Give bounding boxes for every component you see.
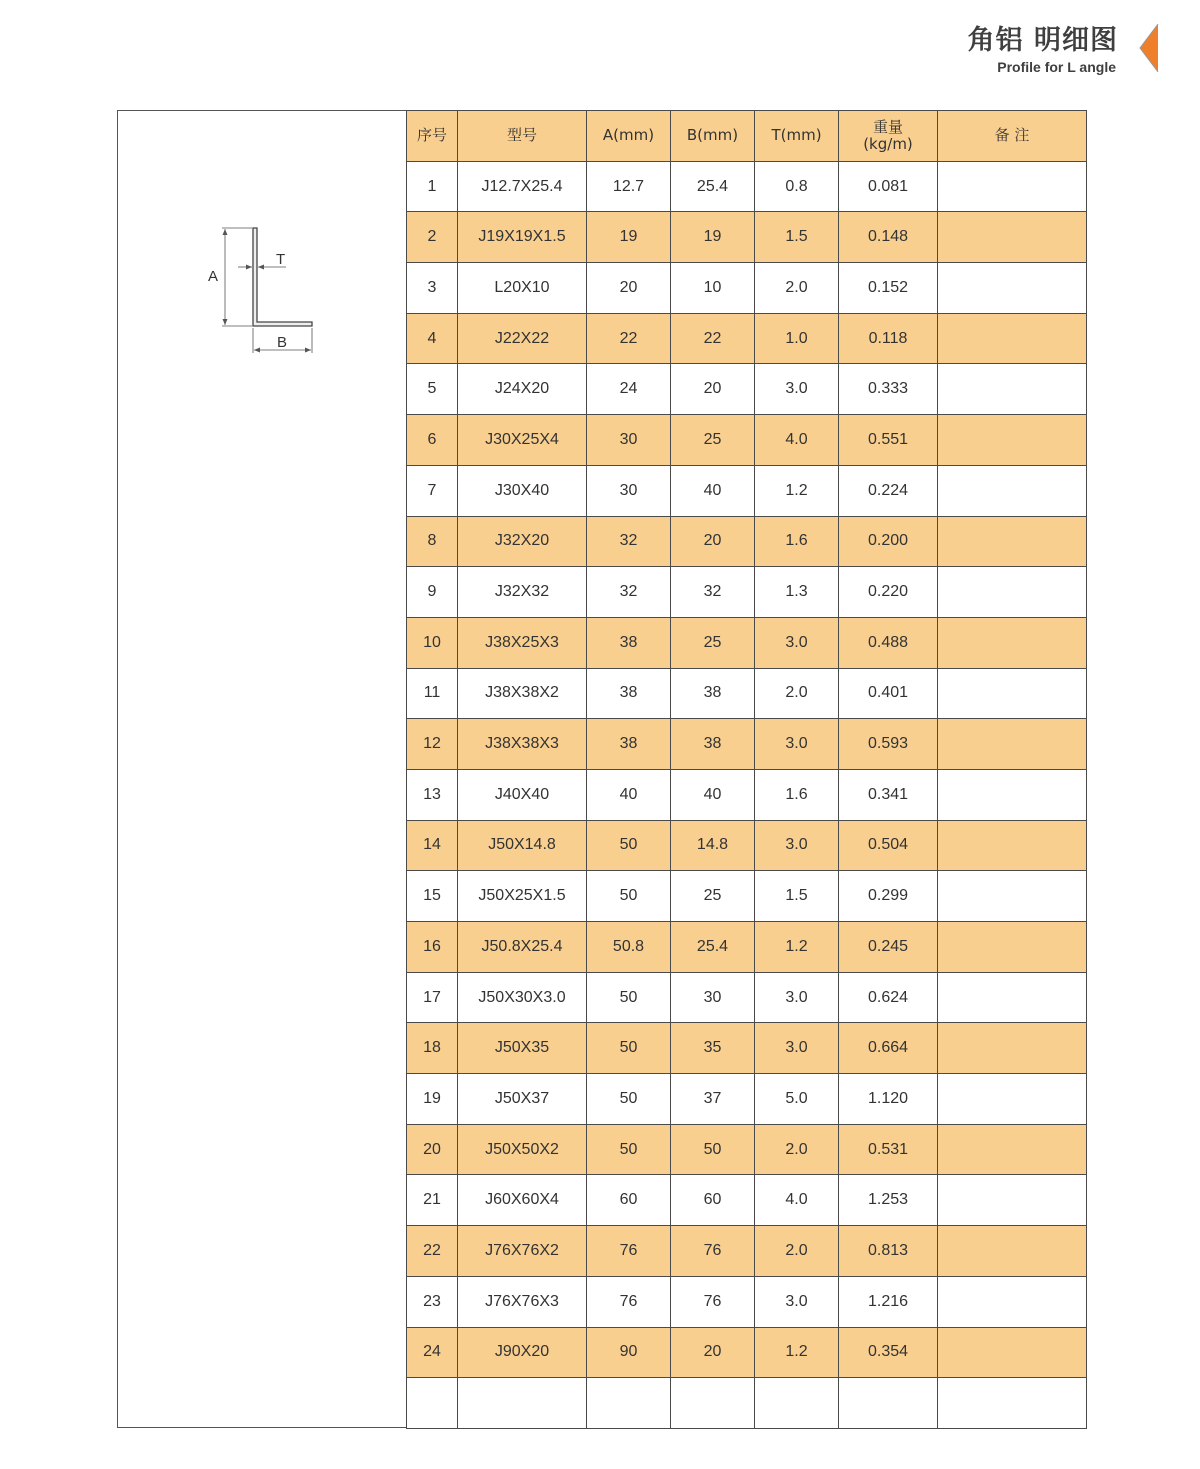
col-header-a: A(mm) [587,111,671,162]
cell-remarks [938,567,1087,618]
table-header-row [407,111,1087,162]
cell-weight: 0.220 [839,567,938,618]
cell-b-mm: 38 [671,719,755,770]
cell-t-mm: 3.0 [755,1023,839,1074]
cell-a-mm: 38 [587,668,671,719]
cell-weight: 0.664 [839,1023,938,1074]
cell-a-mm: 50 [587,1124,671,1175]
cell-a-mm: 60 [587,1175,671,1226]
page-title: 角铝 明细图 [967,25,1118,56]
cell-t-mm: 1.0 [755,313,839,364]
cell-b-mm: 37 [671,1074,755,1125]
cell-remarks [938,820,1087,871]
cell-a-mm: 90 [587,1327,671,1378]
col-header-remarks: 备 注 [938,111,1087,162]
cell-weight: 0.200 [839,516,938,567]
table-row [407,871,1087,922]
cell-remarks [938,972,1087,1023]
cell-b-mm: 25 [671,415,755,466]
table-row [407,820,1087,871]
table-row [407,313,1087,364]
cell-t-mm: 5.0 [755,1074,839,1125]
cell-index: 15 [407,871,458,922]
table-row [407,1378,1087,1429]
cell-a-mm: 12.7 [587,161,671,212]
cell-remarks [938,1226,1087,1277]
cell-t-mm: 3.0 [755,820,839,871]
page-subtitle: Profile for L angle [997,59,1116,75]
cell-a-mm: 38 [587,617,671,668]
cell-index: 23 [407,1276,458,1327]
cell-index: 17 [407,972,458,1023]
cell-index: 22 [407,1226,458,1277]
cell-model: J12.7X25.4 [458,161,587,212]
cell-model: J38X38X2 [458,668,587,719]
cell-t-mm: 3.0 [755,972,839,1023]
cell-a-mm: 50 [587,871,671,922]
cell-weight: 0.333 [839,364,938,415]
cell-remarks [938,1327,1087,1378]
cell-index: 1 [407,161,458,212]
cell-index: 3 [407,263,458,314]
cell-remarks [938,516,1087,567]
cell-t-mm: 1.2 [755,1327,839,1378]
cell-b-mm: 38 [671,668,755,719]
cell-index: 2 [407,212,458,263]
cell-index: 6 [407,415,458,466]
cell-remarks [938,1378,1087,1429]
cell-t-mm: 1.6 [755,769,839,820]
l-angle-shape [253,228,312,326]
table-row [407,465,1087,516]
cell-index: 19 [407,1074,458,1125]
table-row [407,1175,1087,1226]
col-header-t: T(mm) [755,111,839,162]
table-row [407,1074,1087,1125]
cell-index: 24 [407,1327,458,1378]
cell-a-mm: 32 [587,567,671,618]
cell-t-mm: 4.0 [755,415,839,466]
cell-weight [839,1378,938,1429]
cell-t-mm: 1.6 [755,516,839,567]
cell-model: J19X19X1.5 [458,212,587,263]
cell-model: J30X25X4 [458,415,587,466]
cell-a-mm: 19 [587,212,671,263]
l-angle-spec-table [406,110,1087,1429]
cell-t-mm: 1.3 [755,567,839,618]
cell-remarks [938,415,1087,466]
cell-b-mm: 32 [671,567,755,618]
table-row [407,1276,1087,1327]
dimension-label-a: A [208,268,219,285]
cell-weight: 0.624 [839,972,938,1023]
table-row [407,769,1087,820]
table-row [407,617,1087,668]
dimension-label-b: B [277,334,288,351]
cell-model: J50X14.8 [458,820,587,871]
cell-weight: 0.148 [839,212,938,263]
cell-b-mm: 25 [671,617,755,668]
cell-model: J50X25X1.5 [458,871,587,922]
cell-b-mm: 20 [671,516,755,567]
cell-a-mm: 30 [587,465,671,516]
cell-a-mm: 50 [587,1023,671,1074]
cell-a-mm: 76 [587,1276,671,1327]
cell-a-mm: 22 [587,313,671,364]
cell-model: J38X25X3 [458,617,587,668]
cell-index: 20 [407,1124,458,1175]
cell-remarks [938,1023,1087,1074]
cell-t-mm: 0.8 [755,161,839,212]
cell-weight: 0.354 [839,1327,938,1378]
cell-b-mm: 30 [671,972,755,1023]
cell-model: J76X76X3 [458,1276,587,1327]
cell-remarks [938,617,1087,668]
cell-b-mm [671,1378,755,1429]
cell-t-mm: 4.0 [755,1175,839,1226]
cell-model: J50.8X25.4 [458,922,587,973]
cell-remarks [938,313,1087,364]
cell-b-mm: 35 [671,1023,755,1074]
cell-a-mm: 50 [587,820,671,871]
cell-model: J24X20 [458,364,587,415]
cell-index: 13 [407,769,458,820]
table-row [407,668,1087,719]
table-row [407,516,1087,567]
cell-model: L20X10 [458,263,587,314]
cell-b-mm: 25 [671,871,755,922]
cell-model [458,1378,587,1429]
table-row [407,161,1087,212]
cell-weight: 0.245 [839,922,938,973]
cell-remarks [938,769,1087,820]
cell-t-mm: 2.0 [755,263,839,314]
cell-b-mm: 25.4 [671,161,755,212]
cell-weight: 0.299 [839,871,938,922]
cell-model: J76X76X2 [458,1226,587,1277]
triangle-marker-icon [1138,22,1160,74]
cell-remarks [938,364,1087,415]
cell-index: 10 [407,617,458,668]
cell-b-mm: 40 [671,465,755,516]
cell-t-mm: 3.0 [755,719,839,770]
cell-weight: 1.120 [839,1074,938,1125]
cell-remarks [938,1124,1087,1175]
cell-index: 21 [407,1175,458,1226]
cell-b-mm: 76 [671,1226,755,1277]
cell-b-mm: 76 [671,1276,755,1327]
cell-b-mm: 22 [671,313,755,364]
l-angle-profile-diagram [200,220,330,360]
table-row [407,1023,1087,1074]
cell-model: J90X20 [458,1327,587,1378]
cell-t-mm: 1.2 [755,922,839,973]
cell-index: 14 [407,820,458,871]
cell-weight: 0.341 [839,769,938,820]
table-row [407,1327,1087,1378]
table-row [407,972,1087,1023]
cell-model: J50X35 [458,1023,587,1074]
cell-remarks [938,1074,1087,1125]
cell-index [407,1378,458,1429]
cell-a-mm: 40 [587,769,671,820]
table-row [407,1226,1087,1277]
cell-weight: 0.593 [839,719,938,770]
cell-weight: 1.216 [839,1276,938,1327]
cell-a-mm: 50 [587,972,671,1023]
cell-t-mm: 1.5 [755,212,839,263]
cell-remarks [938,668,1087,719]
cell-weight: 0.813 [839,1226,938,1277]
cell-weight: 0.504 [839,820,938,871]
cell-index: 5 [407,364,458,415]
cell-model: J22X22 [458,313,587,364]
col-header-weight-label: 重量 [872,117,903,136]
cell-remarks [938,871,1087,922]
cell-t-mm: 2.0 [755,668,839,719]
cell-t-mm: 3.0 [755,364,839,415]
cell-weight: 0.531 [839,1124,938,1175]
cell-weight: 0.152 [839,263,938,314]
cell-remarks [938,1276,1087,1327]
cell-model: J38X38X3 [458,719,587,770]
cell-t-mm: 1.2 [755,465,839,516]
table-row [407,364,1087,415]
cell-b-mm: 14.8 [671,820,755,871]
col-header-model: 型号 [458,111,587,162]
col-header-index: 序号 [407,111,458,162]
cell-index: 8 [407,516,458,567]
cell-remarks [938,1175,1087,1226]
col-header-b: B(mm) [671,111,755,162]
cell-model: J30X40 [458,465,587,516]
cell-model: J40X40 [458,769,587,820]
cell-index: 4 [407,313,458,364]
cell-t-mm: 3.0 [755,1276,839,1327]
cell-weight: 0.118 [839,313,938,364]
dimension-label-t: T [276,251,286,268]
cell-a-mm: 32 [587,516,671,567]
cell-model: J50X30X3.0 [458,972,587,1023]
cell-b-mm: 40 [671,769,755,820]
cell-model: J32X20 [458,516,587,567]
table-row [407,212,1087,263]
cell-a-mm [587,1378,671,1429]
cell-index: 12 [407,719,458,770]
cell-a-mm: 76 [587,1226,671,1277]
cell-b-mm: 20 [671,1327,755,1378]
cell-a-mm: 38 [587,719,671,770]
cell-index: 11 [407,668,458,719]
cell-remarks [938,161,1087,212]
cell-weight: 0.551 [839,415,938,466]
cell-remarks [938,719,1087,770]
cell-a-mm: 24 [587,364,671,415]
cell-remarks [938,212,1087,263]
cell-weight: 1.253 [839,1175,938,1226]
cell-b-mm: 19 [671,212,755,263]
cell-index: 7 [407,465,458,516]
cell-remarks [938,263,1087,314]
cell-b-mm: 10 [671,263,755,314]
col-header-weight [839,111,938,162]
cell-model: J32X32 [458,567,587,618]
cell-a-mm: 20 [587,263,671,314]
cell-t-mm [755,1378,839,1429]
cell-weight: 0.081 [839,161,938,212]
col-header-weight-unit: (kg/m) [863,134,913,153]
cell-a-mm: 30 [587,415,671,466]
cell-model: J60X60X4 [458,1175,587,1226]
cell-remarks [938,465,1087,516]
cell-model: J50X37 [458,1074,587,1125]
cell-t-mm: 3.0 [755,617,839,668]
cell-b-mm: 50 [671,1124,755,1175]
table-row [407,415,1087,466]
cell-t-mm: 2.0 [755,1124,839,1175]
cell-b-mm: 25.4 [671,922,755,973]
cell-index: 18 [407,1023,458,1074]
table-row [407,1124,1087,1175]
cell-index: 9 [407,567,458,618]
cell-index: 16 [407,922,458,973]
cell-t-mm: 2.0 [755,1226,839,1277]
cell-weight: 0.401 [839,668,938,719]
table-row [407,263,1087,314]
cell-b-mm: 20 [671,364,755,415]
cell-weight: 0.224 [839,465,938,516]
cell-t-mm: 1.5 [755,871,839,922]
cell-a-mm: 50 [587,1074,671,1125]
table-row [407,719,1087,770]
cell-remarks [938,922,1087,973]
cell-model: J50X50X2 [458,1124,587,1175]
cell-weight: 0.488 [839,617,938,668]
table-row [407,567,1087,618]
cell-b-mm: 60 [671,1175,755,1226]
table-row [407,922,1087,973]
cell-a-mm: 50.8 [587,922,671,973]
